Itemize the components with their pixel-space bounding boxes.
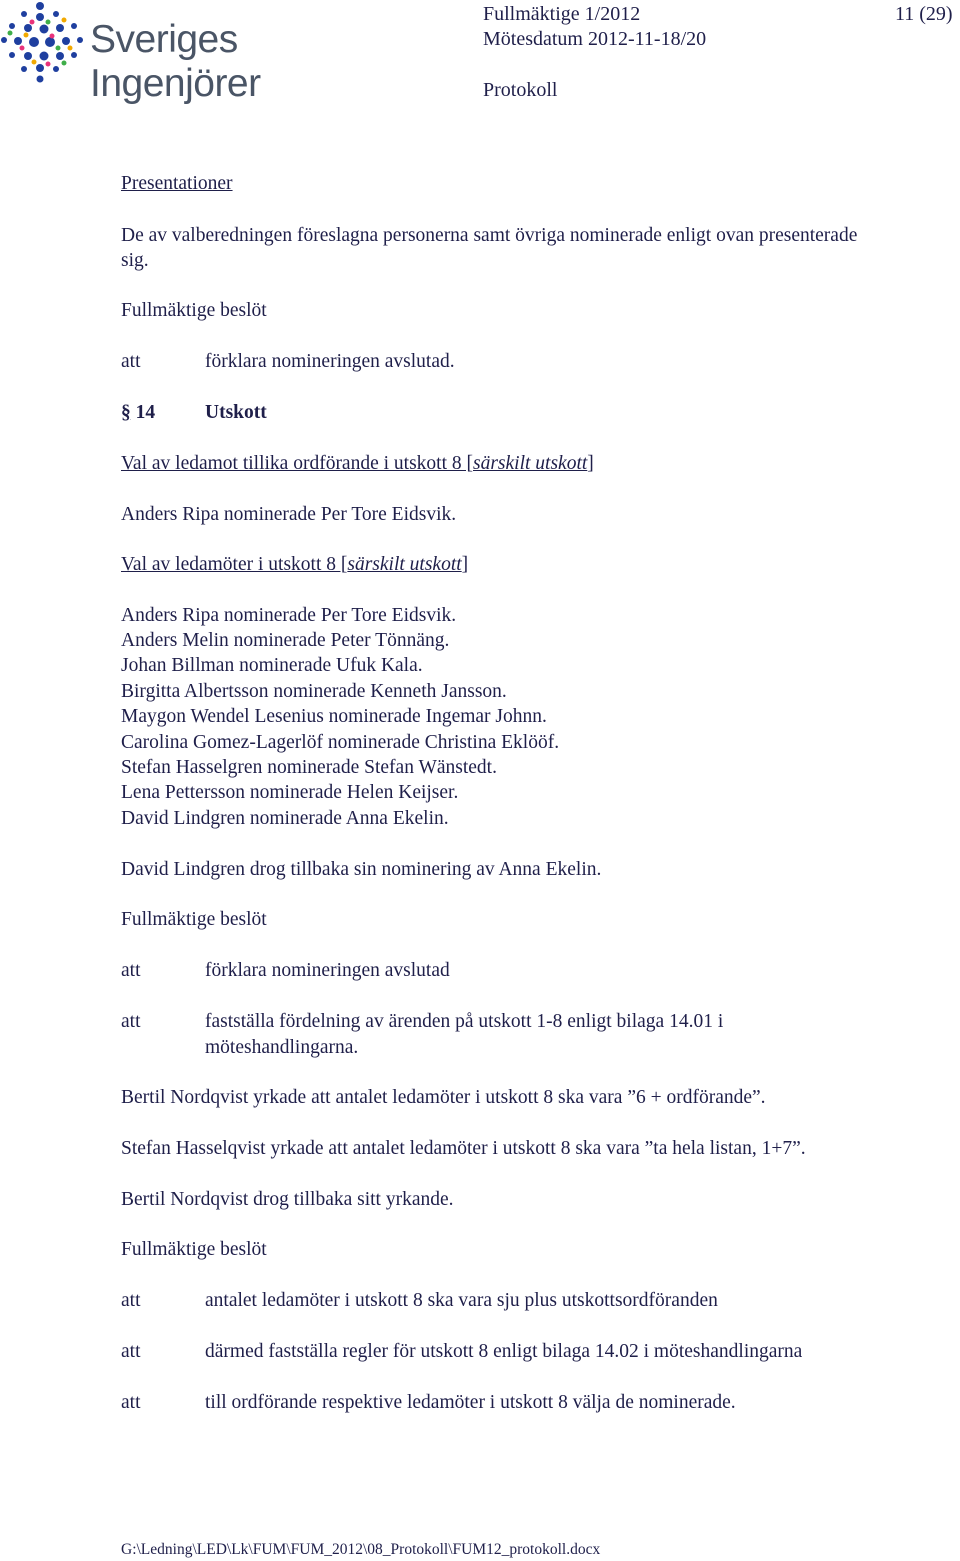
- att-label: att: [121, 960, 141, 981]
- decision-3-item: till ordförande respektive ledamöter i utskott 8 välja de nominerade.: [205, 1392, 736, 1413]
- nomination-line: Birgitta Albertsson nominerade Kenneth Jansson.: [121, 681, 507, 702]
- nomination-line: Lena Pettersson nominerade Helen Keijser.: [121, 782, 459, 803]
- presentations-text-line-2: sig.: [121, 250, 149, 271]
- decision-2-item-2-line-2: möteshandlingarna.: [205, 1037, 359, 1058]
- withdrawal-text: David Lindgren drog tillbaka sin nominering av Anna Ekelin.: [121, 859, 602, 880]
- decision-2-item-2-line-1: fastställa fördelning av ärenden på utskott 1-8 enligt bilaga 14.01 i: [205, 1011, 724, 1032]
- election-2-suffix: ]: [461, 554, 469, 575]
- election-1-suffix: ]: [587, 453, 594, 474]
- motion-2: Stefan Hasselqvist yrkade att antalet ledamöter i utskott 8 ska vara ”ta hela listan, 1+7”.: [121, 1138, 806, 1159]
- motion-1: Bertil Nordqvist yrkade att antalet ledamöter i utskott 8 ska vara ”6 + ordförande”.: [121, 1087, 766, 1108]
- election-1-italic: särskilt utskott: [473, 453, 588, 474]
- nomination-line: Anders Melin nominerade Peter Tönnäng.: [121, 630, 450, 651]
- election-2-heading: [121, 554, 468, 576]
- att-label: att: [121, 351, 141, 372]
- footer-file-path: G:\Ledning\LED\Lk\FUM\FUM_2012\08_Protokoll\FUM12_protokoll.docx: [121, 1541, 601, 1558]
- nomination-line: David Lindgren nominerade Anna Ekelin.: [121, 808, 449, 829]
- election-2-prefix: Val av ledamöter i utskott 8 [: [121, 554, 348, 575]
- decision-heading-3: Fullmäktige beslöt: [121, 1239, 267, 1260]
- section-symbol-char: §: [121, 402, 131, 423]
- page-number: 11 (29): [895, 3, 953, 25]
- att-label: att: [121, 1392, 141, 1413]
- att-label: att: [121, 1290, 141, 1311]
- decision-3-item: därmed fastställa regler för utskott 8 enligt bilaga 14.02 i möteshandlingarna: [205, 1341, 803, 1362]
- nomination-line: Anders Ripa nominerade Per Tore Eidsvik.: [121, 605, 457, 626]
- logo-text: Sveriges Ingenjörer: [90, 18, 261, 105]
- section-symbol: [121, 402, 155, 424]
- nomination-line: Maygon Wendel Lesenius nominerade Ingemar Johnn.: [121, 706, 547, 727]
- att-label: att: [121, 1011, 141, 1032]
- att-label: att: [121, 1341, 141, 1362]
- election-2-italic: särskilt utskott: [347, 554, 462, 575]
- decision-1-item: förklara nomineringen avslutad.: [205, 351, 455, 372]
- presentations-heading: Presentationer: [121, 173, 233, 194]
- decision-3-item: antalet ledamöter i utskott 8 ska vara sju plus utskottsordföranden: [205, 1290, 718, 1311]
- logo-dots-icon: [0, 0, 92, 84]
- nomination-line: Carolina Gomez-Lagerlöf nominerade Christina Eklööf.: [121, 732, 560, 753]
- nomination-line: Johan Billman nominerade Ufuk Kala.: [121, 655, 423, 676]
- meeting-title: Fullmäktige 1/2012: [483, 3, 641, 25]
- meeting-date: Mötesdatum 2012-11-18/20: [483, 28, 707, 50]
- decision-2-item-1: förklara nomineringen avslutad: [205, 960, 450, 981]
- document-type: Protokoll: [483, 79, 558, 101]
- sveriges-ingenjorer-logo: [0, 0, 400, 105]
- election-1-heading: [121, 453, 594, 475]
- motion-withdrawal: Bertil Nordqvist drog tillbaka sitt yrkande.: [121, 1189, 454, 1210]
- decision-heading-2: Fullmäktige beslöt: [121, 909, 267, 930]
- nomination-line: Stefan Hasselgren nominerade Stefan Wänstedt.: [121, 757, 497, 778]
- decision-heading-1: Fullmäktige beslöt: [121, 300, 267, 321]
- section-title: Utskott: [205, 402, 267, 423]
- section-number: 14: [135, 402, 156, 423]
- presentations-text-line-1: De av valberedningen föreslagna personerna samt övriga nominerade enligt ovan presenterade: [121, 225, 858, 246]
- election-1-prefix: Val av ledamot tillika ordförande i utskott 8 [: [121, 453, 473, 474]
- election-1-nomination: Anders Ripa nominerade Per Tore Eidsvik.: [121, 504, 457, 525]
